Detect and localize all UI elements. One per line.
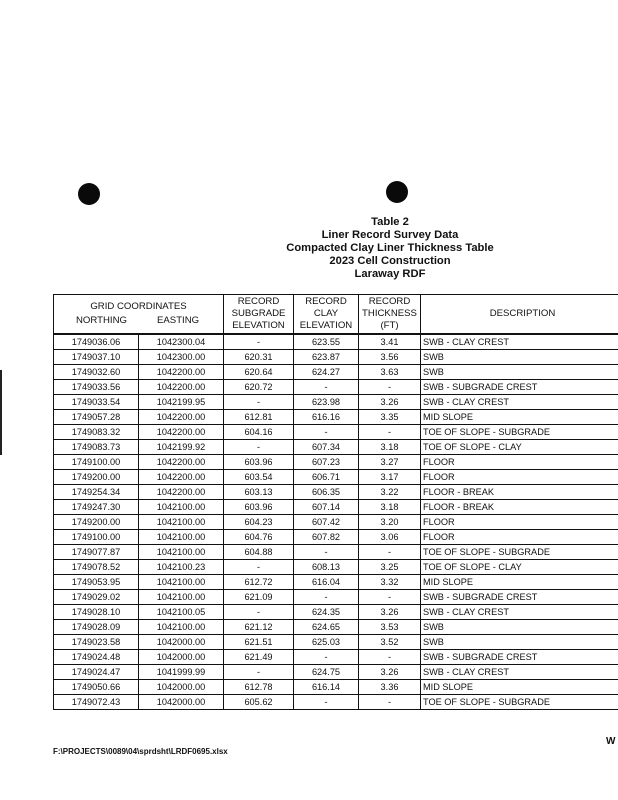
description-header: DESCRIPTION [421,295,618,335]
table-row [54,500,618,515]
easting-cell: 1042200.00 [139,425,224,440]
description-cell: SWB [421,350,618,365]
subgrade-elevation-cell: - [224,334,294,350]
site-name: Laraway RDF [354,268,426,280]
subgrade-elevation-cell: - [224,665,294,680]
table-row [54,545,618,560]
thickness-cell: 3.53 [359,620,421,635]
thickness-cell: 3.63 [359,365,421,380]
table-subtitle: Compacted Clay Liner Thickness Table [286,242,494,254]
thickness-cell: 3.17 [359,470,421,485]
table-row [54,470,618,485]
thickness-header [359,295,421,335]
thickness-cell: 3.25 [359,560,421,575]
description-cell: SWB - CLAY CREST [421,665,618,680]
header-line: RECORD [237,296,280,307]
table-row [54,650,618,665]
clay-elevation-cell: - [294,380,359,395]
subgrade-elevation-cell: 620.72 [224,380,294,395]
subgrade-elevation-cell: - [224,560,294,575]
table-row [54,605,618,620]
table-row [54,560,618,575]
header-line: SUBGRADE [231,308,286,319]
table-body [54,334,618,710]
description-cell: MID SLOPE [421,575,618,590]
clay-elevation-cell: 624.65 [294,620,359,635]
northing-cell: 1749200.00 [54,470,139,485]
subgrade-elevation-cell: 604.88 [224,545,294,560]
northing-cell: 1749200.00 [54,515,139,530]
header-line: (FT) [380,320,399,331]
subgrade-elevation-cell: 621.49 [224,650,294,665]
table-row [54,665,618,680]
easting-cell: 1042100.00 [139,590,224,605]
thickness-cell: - [359,545,421,560]
clay-elevation-cell: 616.04 [294,575,359,590]
easting-cell: 1042000.00 [139,680,224,695]
thickness-cell: 3.32 [359,575,421,590]
description-cell: FLOOR [421,515,618,530]
clay-elevation-cell: 623.87 [294,350,359,365]
easting-cell: 1042100.00 [139,545,224,560]
thickness-cell: - [359,380,421,395]
subgrade-elevation-cell: 620.64 [224,365,294,380]
table-header-row [54,295,618,335]
description-cell: SWB [421,365,618,380]
northing-header: NORTHING [76,315,127,326]
description-cell: SWB [421,635,618,650]
table-row [54,350,618,365]
table-row [54,425,618,440]
table-row [54,620,618,635]
binder-hole-right [386,181,408,203]
thickness-cell: 3.20 [359,515,421,530]
table-row [54,455,618,470]
subgrade-elevation-cell: 605.62 [224,695,294,710]
subgrade-elevation-cell: - [224,440,294,455]
description-cell: SWB - CLAY CREST [421,334,618,350]
northing-cell: 1749037.10 [54,350,139,365]
northing-cell: 1749100.00 [54,530,139,545]
northing-cell: 1749032.60 [54,365,139,380]
clay-elevation-cell: 607.23 [294,455,359,470]
easting-header: EASTING [157,315,200,326]
easting-cell: 1042100.00 [139,620,224,635]
easting-cell: 1042300.04 [139,334,224,350]
table-row [54,365,618,380]
thickness-cell: 3.26 [359,395,421,410]
easting-cell: 1042100.00 [139,575,224,590]
header-line: RECORD [305,296,347,307]
clay-elevation-cell: - [294,425,359,440]
subgrade-elevation-cell: 603.54 [224,470,294,485]
northing-cell: 1749050.66 [54,680,139,695]
clay-elevation-header [294,295,359,335]
northing-cell: 1749077.87 [54,545,139,560]
thickness-cell: 3.41 [359,334,421,350]
thickness-cell: 3.26 [359,665,421,680]
subgrade-elevation-cell: 620.31 [224,350,294,365]
easting-cell: 1042199.92 [139,440,224,455]
grid-coordinates-label: GRID COORDINATES [90,301,187,312]
subgrade-elevation-header [224,295,294,335]
northing-cell: 1749078.52 [54,560,139,575]
clay-elevation-cell: 624.75 [294,665,359,680]
description-cell: SWB - CLAY CREST [421,605,618,620]
thickness-cell: 3.27 [359,455,421,470]
clay-elevation-cell: 607.34 [294,440,359,455]
survey-data-table [53,294,618,710]
easting-cell: 1042000.00 [139,695,224,710]
northing-cell: 1749083.32 [54,425,139,440]
easting-cell: 1042000.00 [139,635,224,650]
description-cell: MID SLOPE [421,410,618,425]
northing-cell: 1749028.10 [54,605,139,620]
table-row [54,515,618,530]
description-cell: SWB - SUBGRADE CREST [421,380,618,395]
northing-cell: 1749024.48 [54,650,139,665]
description-cell: SWB - SUBGRADE CREST [421,650,618,665]
subgrade-elevation-cell: 603.13 [224,485,294,500]
table-number: Table 2 [371,216,409,228]
description-cell: FLOOR [421,470,618,485]
easting-cell: 1042200.00 [139,470,224,485]
table-row [54,395,618,410]
subgrade-elevation-cell: - [224,395,294,410]
northing-cell: 1749028.09 [54,620,139,635]
easting-cell: 1042200.00 [139,365,224,380]
thickness-cell: 3.26 [359,605,421,620]
northing-cell: 1749053.95 [54,575,139,590]
northing-cell: 1749247.30 [54,500,139,515]
clay-elevation-cell: 607.82 [294,530,359,545]
thickness-cell: 3.56 [359,350,421,365]
easting-cell: 1041999.99 [139,665,224,680]
clay-elevation-cell: 623.98 [294,395,359,410]
table-title-block [250,216,530,281]
thickness-cell: 3.52 [359,635,421,650]
northing-cell: 1749024.47 [54,665,139,680]
table-row [54,410,618,425]
description-cell: TOE OF SLOPE - SUBGRADE [421,545,618,560]
description-cell: MID SLOPE [421,680,618,695]
table-row [54,485,618,500]
table-row [54,334,618,350]
easting-cell: 1042100.05 [139,605,224,620]
thickness-cell: - [359,650,421,665]
table-row [54,695,618,710]
description-cell: FLOOR [421,455,618,470]
northing-cell: 1749072.43 [54,695,139,710]
thickness-cell: 3.36 [359,680,421,695]
grid-coordinates-header [54,295,224,335]
description-cell: FLOOR - BREAK [421,500,618,515]
northing-cell: 1749100.00 [54,455,139,470]
subgrade-elevation-cell: 612.81 [224,410,294,425]
easting-cell: 1042100.00 [139,515,224,530]
table-row [54,680,618,695]
easting-cell: 1042100.00 [139,530,224,545]
subgrade-elevation-cell: 621.51 [224,635,294,650]
northing-cell: 1749057.28 [54,410,139,425]
subgrade-elevation-cell: 604.76 [224,530,294,545]
binder-hole-left [78,183,100,205]
subgrade-elevation-cell: 612.78 [224,680,294,695]
subgrade-elevation-cell: 604.23 [224,515,294,530]
thickness-cell: - [359,695,421,710]
thickness-cell: 3.06 [359,530,421,545]
description-cell: TOE OF SLOPE - SUBGRADE [421,695,618,710]
northing-cell: 1749023.58 [54,635,139,650]
clay-elevation-cell: 608.13 [294,560,359,575]
subgrade-elevation-cell: - [224,605,294,620]
clay-elevation-cell: 607.42 [294,515,359,530]
table-row [54,440,618,455]
subgrade-elevation-cell: 621.12 [224,620,294,635]
clay-elevation-cell: 616.16 [294,410,359,425]
clay-elevation-cell: 607.14 [294,500,359,515]
thickness-cell: 3.18 [359,440,421,455]
thickness-cell: 3.22 [359,485,421,500]
clay-elevation-cell: 623.55 [294,334,359,350]
description-cell: FLOOR - BREAK [421,485,618,500]
clay-elevation-cell: - [294,695,359,710]
easting-cell: 1042200.00 [139,455,224,470]
table-title: Liner Record Survey Data [321,229,459,241]
clay-elevation-cell: 606.71 [294,470,359,485]
clay-elevation-cell: - [294,545,359,560]
header-line: ELEVATION [299,320,353,331]
description-cell: SWB [421,620,618,635]
description-cell: SWB - CLAY CREST [421,395,618,410]
easting-cell: 1042200.00 [139,485,224,500]
easting-cell: 1042000.00 [139,650,224,665]
description-cell: TOE OF SLOPE - SUBGRADE [421,425,618,440]
easting-cell: 1042300.00 [139,350,224,365]
header-line: CLAY [313,308,339,319]
thickness-cell: - [359,590,421,605]
easting-cell: 1042200.00 [139,380,224,395]
page-corner-mark: W [606,736,616,747]
table-row [54,635,618,650]
description-cell: TOE OF SLOPE - CLAY [421,560,618,575]
easting-cell: 1042199.95 [139,395,224,410]
header-line: RECORD [368,296,411,307]
header-line: THICKNESS [362,308,417,319]
file-path-footer: F:\PROJECTS\0089\04\sprdsht\LRDF0695.xlsx [53,747,228,756]
subgrade-elevation-cell: 612.72 [224,575,294,590]
northing-cell: 1749036.06 [54,334,139,350]
table-row [54,530,618,545]
easting-cell: 1042100.00 [139,500,224,515]
thickness-cell: - [359,425,421,440]
clay-elevation-cell: - [294,590,359,605]
description-cell: FLOOR [421,530,618,545]
northing-cell: 1749029.02 [54,590,139,605]
northing-cell: 1749254.34 [54,485,139,500]
easting-cell: 1042100.23 [139,560,224,575]
clay-elevation-cell: 625.03 [294,635,359,650]
clay-elevation-cell: 624.35 [294,605,359,620]
scan-edge-mark [0,370,2,455]
clay-elevation-cell: 616.14 [294,680,359,695]
clay-elevation-cell: - [294,650,359,665]
thickness-cell: 3.18 [359,500,421,515]
subgrade-elevation-cell: 621.09 [224,590,294,605]
table-row [54,575,618,590]
description-cell: TOE OF SLOPE - CLAY [421,440,618,455]
table-row [54,380,618,395]
thickness-cell: 3.35 [359,410,421,425]
northing-cell: 1749083.73 [54,440,139,455]
clay-elevation-cell: 624.27 [294,365,359,380]
easting-cell: 1042200.00 [139,410,224,425]
description-cell: SWB - SUBGRADE CREST [421,590,618,605]
header-line: ELEVATION [232,320,285,331]
project-name: 2023 Cell Construction [329,255,451,267]
subgrade-elevation-cell: 604.16 [224,425,294,440]
subgrade-elevation-cell: 603.96 [224,455,294,470]
northing-cell: 1749033.56 [54,380,139,395]
subgrade-elevation-cell: 603.96 [224,500,294,515]
northing-cell: 1749033.54 [54,395,139,410]
clay-elevation-cell: 606.35 [294,485,359,500]
table-row [54,590,618,605]
